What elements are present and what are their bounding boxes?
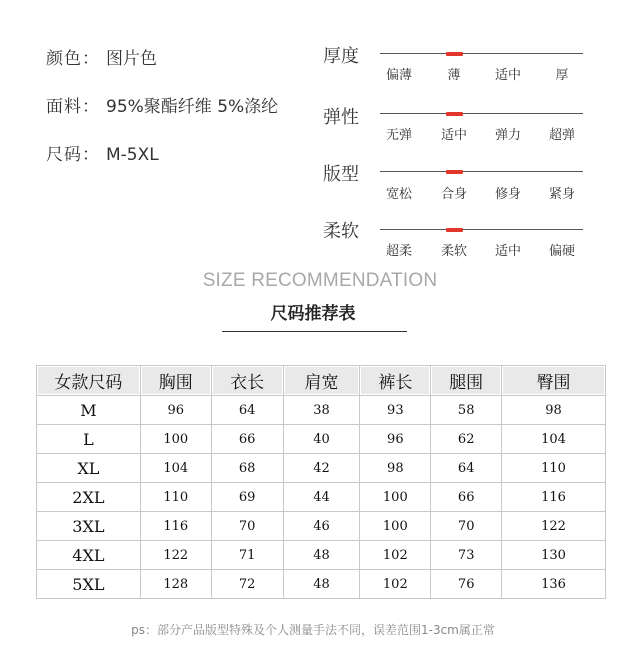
- attr-label-softness: 柔软: [323, 221, 359, 242]
- table-cell: 104: [502, 425, 606, 454]
- attr-label-fit: 版型: [323, 164, 359, 185]
- table-cell: 98: [502, 396, 606, 425]
- table-cell: 96: [140, 396, 211, 425]
- attr-option-softness: 超柔: [385, 244, 412, 259]
- table-cell: 66: [211, 425, 283, 454]
- table-row: [37, 454, 606, 483]
- table-cell: 100: [360, 512, 431, 541]
- table-cell: 46: [283, 512, 360, 541]
- table-row: [37, 396, 606, 425]
- table-cell: 98: [360, 454, 431, 483]
- fabric-label: 面料：: [46, 97, 100, 117]
- attr-option-elasticity: 弹力: [494, 128, 521, 143]
- footnote: ps：部分产品版型特殊及个人测量手法不同，误差范围1-3cm属正常: [131, 623, 495, 637]
- table-cell: 104: [140, 454, 211, 483]
- table-cell: 100: [140, 425, 211, 454]
- attr-option-fit: 合身: [440, 187, 467, 202]
- table-cell: 76: [431, 570, 502, 599]
- table-cell: 136: [502, 570, 606, 599]
- attr-option-softness: 适中: [494, 244, 521, 259]
- table-cell: 122: [140, 541, 211, 570]
- table-cell: 102: [360, 541, 431, 570]
- table-cell: 110: [140, 483, 211, 512]
- table-cell: 96: [360, 425, 431, 454]
- table-cell: 102: [360, 570, 431, 599]
- table-cell: 110: [502, 454, 606, 483]
- attr-option-elasticity: 超弹: [548, 128, 575, 143]
- attr-option-fit: 宽松: [385, 187, 412, 202]
- attr-selected-marker-softness: [446, 228, 463, 232]
- table-cell: 70: [211, 512, 283, 541]
- table-cell: 68: [211, 454, 283, 483]
- table-cell: 128: [140, 570, 211, 599]
- attr-option-softness: 柔软: [440, 244, 467, 259]
- table-row: [37, 541, 606, 570]
- size-info: [46, 140, 159, 165]
- table-cell: 40: [283, 425, 360, 454]
- table-cell: 70: [431, 512, 502, 541]
- table-cell: 73: [431, 541, 502, 570]
- attr-option-elasticity: 无弹: [385, 128, 412, 143]
- table-cell: 62: [431, 425, 502, 454]
- table-cell: 48: [283, 541, 360, 570]
- attr-option-elasticity: 适中: [440, 128, 467, 143]
- attr-scale-line-fit: [380, 171, 583, 172]
- size-table: [36, 365, 606, 599]
- attr-scale-line-softness: [380, 229, 583, 230]
- table-header-cell: 胸围: [140, 366, 211, 396]
- attr-label-thickness: 厚度: [323, 46, 359, 67]
- table-size-cell: 4XL: [37, 541, 141, 570]
- table-cell: 72: [211, 570, 283, 599]
- section-divider: [222, 331, 407, 332]
- attr-selected-marker-thickness: [446, 52, 463, 56]
- table-cell: 64: [211, 396, 283, 425]
- table-cell: 69: [211, 483, 283, 512]
- table-header-cell: 裤长: [360, 366, 431, 396]
- table-body: [37, 396, 606, 599]
- table-header-cell: 肩宽: [283, 366, 360, 396]
- table-size-cell: 2XL: [37, 483, 141, 512]
- attr-option-softness: 偏硬: [548, 244, 575, 259]
- table-cell: 100: [360, 483, 431, 512]
- table-header-cell: 腿围: [431, 366, 502, 396]
- table-size-cell: 3XL: [37, 512, 141, 541]
- table-cell: 44: [283, 483, 360, 512]
- attr-label-elasticity: 弹性: [323, 107, 359, 128]
- table-row: [37, 483, 606, 512]
- table-row: [37, 570, 606, 599]
- attr-option-thickness: 薄: [447, 68, 461, 83]
- size-value: M-5XL: [106, 145, 159, 165]
- table-cell: 116: [140, 512, 211, 541]
- section-title-zh: 尺码推荐表: [270, 304, 356, 324]
- fabric-info: [46, 92, 278, 117]
- size-label: 尺码：: [46, 145, 100, 165]
- table-header-cell: 衣长: [211, 366, 283, 396]
- color-value: 图片色: [106, 49, 157, 69]
- table-size-cell: M: [37, 396, 141, 425]
- table-cell: 58: [431, 396, 502, 425]
- table-row: [37, 512, 606, 541]
- section-title-en: SIZE RECOMMENDATION: [202, 270, 438, 291]
- fabric-value: 95%聚酯纤维 5%涤纶: [106, 97, 279, 117]
- attr-option-thickness: 偏薄: [385, 68, 412, 83]
- table-size-cell: L: [37, 425, 141, 454]
- attr-selected-marker-elasticity: [446, 112, 463, 116]
- table-cell: 48: [283, 570, 360, 599]
- table-header-row: [37, 366, 606, 396]
- table-header-cell: 臀围: [502, 366, 606, 396]
- attr-option-thickness: 适中: [494, 68, 521, 83]
- attr-scale-line-elasticity: [380, 113, 583, 114]
- attr-option-fit: 修身: [494, 187, 521, 202]
- color-label: 颜色：: [46, 49, 100, 69]
- table-header-cell: 女款尺码: [37, 366, 141, 396]
- table-cell: 130: [502, 541, 606, 570]
- table-cell: 122: [502, 512, 606, 541]
- table-cell: 42: [283, 454, 360, 483]
- table-size-cell: XL: [37, 454, 141, 483]
- table-cell: 66: [431, 483, 502, 512]
- table-size-cell: 5XL: [37, 570, 141, 599]
- table-cell: 38: [283, 396, 360, 425]
- attr-option-fit: 紧身: [548, 187, 575, 202]
- table-cell: 93: [360, 396, 431, 425]
- table-cell: 71: [211, 541, 283, 570]
- table-cell: 64: [431, 454, 502, 483]
- attr-selected-marker-fit: [446, 170, 463, 174]
- color-info: [46, 44, 157, 69]
- attr-option-thickness: 厚: [555, 68, 569, 83]
- attr-scale-line-thickness: [380, 53, 583, 54]
- table-row: [37, 425, 606, 454]
- table-cell: 116: [502, 483, 606, 512]
